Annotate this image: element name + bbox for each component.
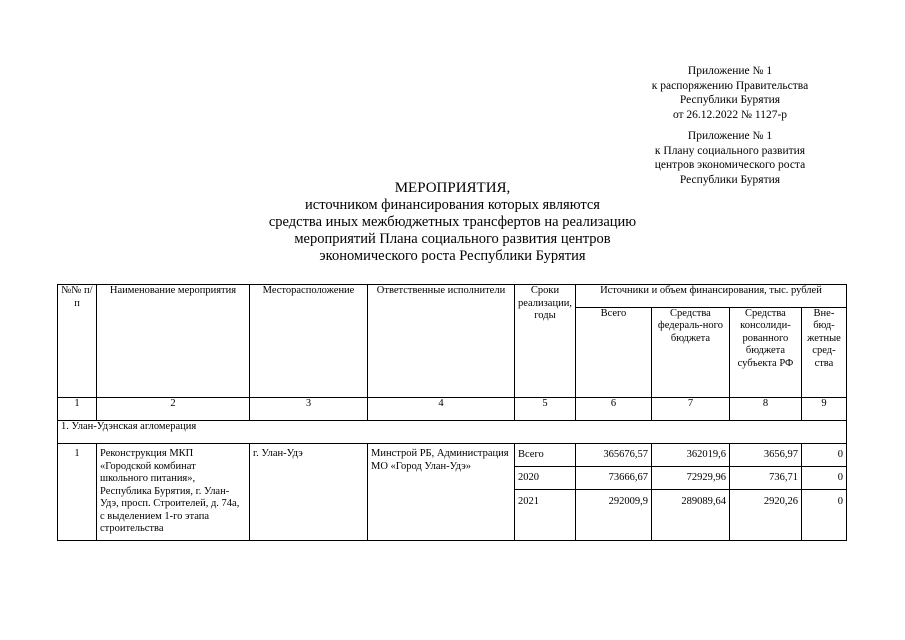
group-row xyxy=(58,421,847,444)
federal-cell: 289089,64 xyxy=(651,490,729,541)
total-cell: 365676,57 xyxy=(575,444,651,467)
header-offbudget: Вне-бюд-жетные сред-ства xyxy=(801,307,846,397)
offbudget-cell: 0 xyxy=(801,467,846,490)
header-terms: Сроки реализации, годы xyxy=(515,285,576,398)
appendix-1-line: от 26.12.2022 № 1127-р xyxy=(672,108,788,121)
appendix-2-line: Республики Бурятия xyxy=(679,173,781,186)
period-cell: Всего xyxy=(515,444,576,467)
header-regional: Средства консолиди-рованного бюджета субъекта РФ xyxy=(729,307,801,397)
column-number: 5 xyxy=(515,398,576,421)
appendix-2-line: к Плану социального развития xyxy=(654,144,806,157)
item-name: Реконструкция МКП «Городской комбинат школьного питания», Республика Бурятия, г. Улан-Удэ, просп. Строителей, д. 74а, с выделением 1-го этапа строительства xyxy=(97,444,250,541)
group-title: 1. Улан-Удэнская агломерация xyxy=(58,421,847,444)
document-subtitle-line: средства иных межбюджетных трансфертов на реализацию xyxy=(268,214,637,230)
appendix-1-block xyxy=(600,64,860,122)
federal-cell: 72929,96 xyxy=(651,467,729,490)
activities-table xyxy=(57,284,847,541)
column-number: 9 xyxy=(801,398,846,421)
header-row xyxy=(58,285,847,308)
appendix-2-block xyxy=(600,129,860,187)
document-subtitle-line: источником финансирования которых являются xyxy=(305,197,600,213)
offbudget-cell: 0 xyxy=(801,490,846,541)
appendix-1-line: Республики Бурятия xyxy=(679,94,781,106)
regional-cell: 736,71 xyxy=(729,467,801,490)
document-subtitle-line: экономического роста Республики Бурятия xyxy=(319,248,586,264)
total-cell: 292009,9 xyxy=(575,490,651,541)
document-subtitle-line: мероприятий Плана социального развития центров xyxy=(294,231,611,247)
header-total: Всего xyxy=(575,307,651,397)
item-executors: Минстрой РБ, Администрация МО «Город Улан-Удэ» xyxy=(368,444,515,541)
column-number: 8 xyxy=(729,398,801,421)
column-number: 4 xyxy=(368,398,515,421)
column-number: 3 xyxy=(250,398,368,421)
column-number: 1 xyxy=(58,398,97,421)
document-title: МЕРОПРИЯТИЯ, xyxy=(394,180,511,196)
header-num: №№ п/п xyxy=(58,285,97,398)
regional-cell: 3656,97 xyxy=(729,444,801,467)
header-name: Наименование мероприятия xyxy=(97,285,250,398)
document-heading xyxy=(200,180,705,265)
header-location: Месторасположение xyxy=(250,285,368,398)
table-row xyxy=(58,444,847,467)
column-number-row xyxy=(58,398,847,421)
regional-cell: 2920,26 xyxy=(729,490,801,541)
header-federal: Средства федераль-ного бюджета xyxy=(651,307,729,397)
appendix-1-line: к распоряжению Правительства xyxy=(651,79,809,92)
appendix-2-line: Приложение № 1 xyxy=(687,130,773,142)
offbudget-cell: 0 xyxy=(801,444,846,467)
column-number: 2 xyxy=(97,398,250,421)
header-sources: Источники и объем финансирования, тыс. рублей xyxy=(575,285,846,308)
total-cell: 73666,67 xyxy=(575,467,651,490)
header-executors: Ответственные исполнители xyxy=(368,285,515,398)
column-number: 7 xyxy=(651,398,729,421)
appendix-1-line: Приложение № 1 xyxy=(687,65,773,77)
federal-cell: 362019,6 xyxy=(651,444,729,467)
appendix-2-line: центров экономического роста xyxy=(654,159,806,171)
period-cell: 2021 xyxy=(515,490,576,541)
item-location: г. Улан-Удэ xyxy=(250,444,368,541)
item-number: 1 xyxy=(58,444,97,541)
column-number: 6 xyxy=(575,398,651,421)
period-cell: 2020 xyxy=(515,467,576,490)
